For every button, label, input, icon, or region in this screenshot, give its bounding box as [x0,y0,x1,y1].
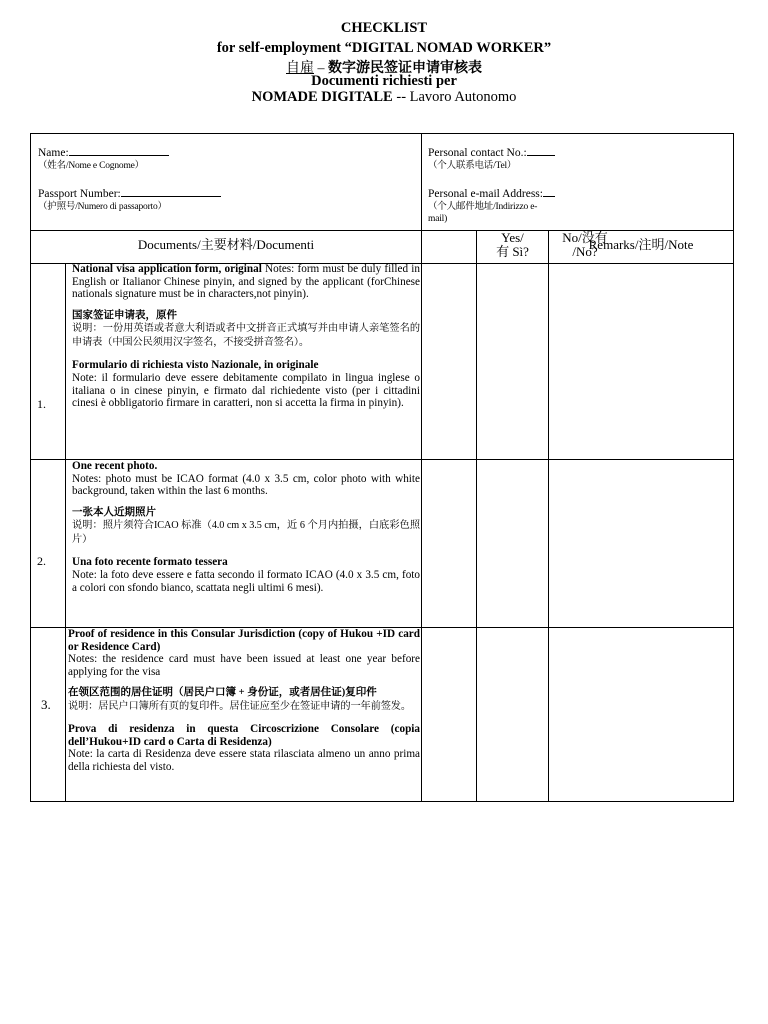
row-2-english-title: One recent photo. [72,460,158,472]
row-3-chinese-note: 说明：居民户口簿所有页的复印件。居住证应至少在签证申请的一年前签发。 [68,700,411,712]
row-3-chinese-title: 在领区范围的居住证明（居民户口簿 + 身份证，或者居住证)复印件 [68,687,377,699]
row-2-number: 2. [37,554,46,568]
contact-label: Personal contact No.: [428,147,527,159]
contact-sub-label: （个人联系电话/Tel） [428,161,517,171]
passport-field[interactable] [38,186,418,201]
row-3-italian-title: Prova di residenza in questa Circoscrizione Consolare (copia dell’Hukou+ID card o Carta di Residenza) [68,722,420,748]
column-header-yes-line1: Yes/ [501,230,524,245]
row-3-number: 3. [41,697,51,712]
column-header-yes-line2: 有 Sì? [496,244,529,259]
row-1-content [72,263,420,410]
row-1-number: 1. [37,397,46,411]
email-sub-label-1: （个人邮件地址/Indirizzo e- [428,202,538,212]
column-header-remarks: Remarks/注明/Note [588,237,694,252]
divider-info-bottom [31,230,733,231]
row-2-english-note: Notes: photo must be ICAO format (4.0 x 3.5 cm, color photo with white background, taken within the last 6 months. [72,472,420,498]
divider-info [421,134,422,230]
email-label: Personal e-mail Address: [428,188,543,200]
chinese-title-main: 数字游民签证申请审核表 [328,61,482,76]
row-2-chinese-note: 说明：照片须符合ICAO 标准（4.0 cm x 3.5 cm，近 6 个月内拍摄，白底彩色照片） [72,520,420,546]
applicant-info-left [38,145,418,213]
checklist-table [30,133,734,802]
row-3-content [68,628,420,773]
row-1-yes-cell[interactable] [422,264,476,459]
row-3-english-title: Proof of residence in this Consular Jurisdiction (copy of Hukou +ID card or Residence Card) [68,628,420,653]
row-1-italian-title: Formulario di richiesta visto Nazionale, in originale [72,359,319,372]
row-2-chinese-title: 一张本人近期照片 [72,506,156,518]
document-subtitle: for self-employment “DIGITAL NOMAD WORKER” [216,40,552,56]
row-1-italian-note: Note: il formulario deve essere debitamente compilato in lingua inglese o italiana o in cinese pinyin, e firmato dal richiedente visto (per i cittadini cinesi è obbligatorio firmare in caratteri, non si accetta la firma in pinyin). [72,371,420,410]
passport-label: Passport Number: [38,188,121,200]
row-2-italian-title: Una foto recente formato tessera [72,556,228,569]
row-3-english-note: Notes: the residence card must have been issued at least one year before applying for the visa [68,653,420,678]
passport-blank[interactable] [121,186,221,197]
row-3-no-cell[interactable] [477,628,548,802]
row-3-remarks-cell[interactable] [549,628,733,802]
italian-subtitle [0,89,768,106]
chinese-title-prefix: 自雇 [286,61,314,76]
passport-sub-label: （护照号/Numero di passaporto） [38,202,167,212]
row-2-yes-cell[interactable] [422,460,476,627]
row-3-yes-cell[interactable] [422,628,476,802]
row-2-remarks-cell[interactable] [549,460,733,627]
row-1-remarks-cell[interactable] [549,264,733,459]
row-1-no-cell[interactable] [477,264,548,459]
column-header-no-line1: No/没有 [562,230,608,245]
email-field[interactable] [428,186,728,201]
contact-blank[interactable] [527,145,555,156]
row-3-italian-note: Note: la carta di Residenza deve essere stata rilasciata almeno un anno prima della richiesta del visto. [68,748,420,773]
chinese-title-dash: – [314,61,328,76]
name-label: Name: [38,147,69,159]
document-title: CHECKLIST [340,20,428,36]
row-1-english-note: Notes: form must be duly filled in English or Italianor Chinese pinyin, and signed by the applicant (forChinese nationals signature must be in characters,not pinyin). [72,263,420,301]
italian-subtitle-rest: -- Lavoro Autonomo [392,89,517,105]
italian-title: Documenti richiesti per [311,73,457,89]
row-2-content [72,460,420,594]
row-1-chinese-title: 国家签证申请表，原件 [72,309,177,321]
contact-field[interactable] [428,145,728,160]
email-sub-label-2: mail) [428,214,448,224]
row-2-no-cell[interactable] [477,460,548,627]
column-header-no-line2: /No? [572,244,598,259]
name-blank[interactable] [69,145,169,156]
italian-subtitle-bold: NOMADE DIGITALE [251,89,393,105]
divider-num [65,263,66,802]
name-sub-label: （姓名/Nome e Cognome） [38,161,144,171]
column-header-yes [477,231,548,259]
row-2-italian-note: Note: la foto deve essere e fatta secondo il formato ICAO (4.0 x 3.5 cm, foto a colori con sfondo bianco, scattata negli ultimi 6 mesi). [72,568,420,594]
name-field[interactable] [38,145,418,160]
row-1-english [72,263,420,301]
row-1-chinese-note: 说明：一份用英语或者意大利语或者中文拼音正式填写并由申请人亲笔签名的申请表（中国公民须用汉字签名，不接受拼音签名）。 [72,323,420,349]
applicant-info-right [428,145,728,225]
column-header-documents: Documents/主要材料/Documenti [137,237,315,252]
email-blank[interactable] [543,186,555,197]
row-1-english-title: National visa application form, original [72,263,262,275]
